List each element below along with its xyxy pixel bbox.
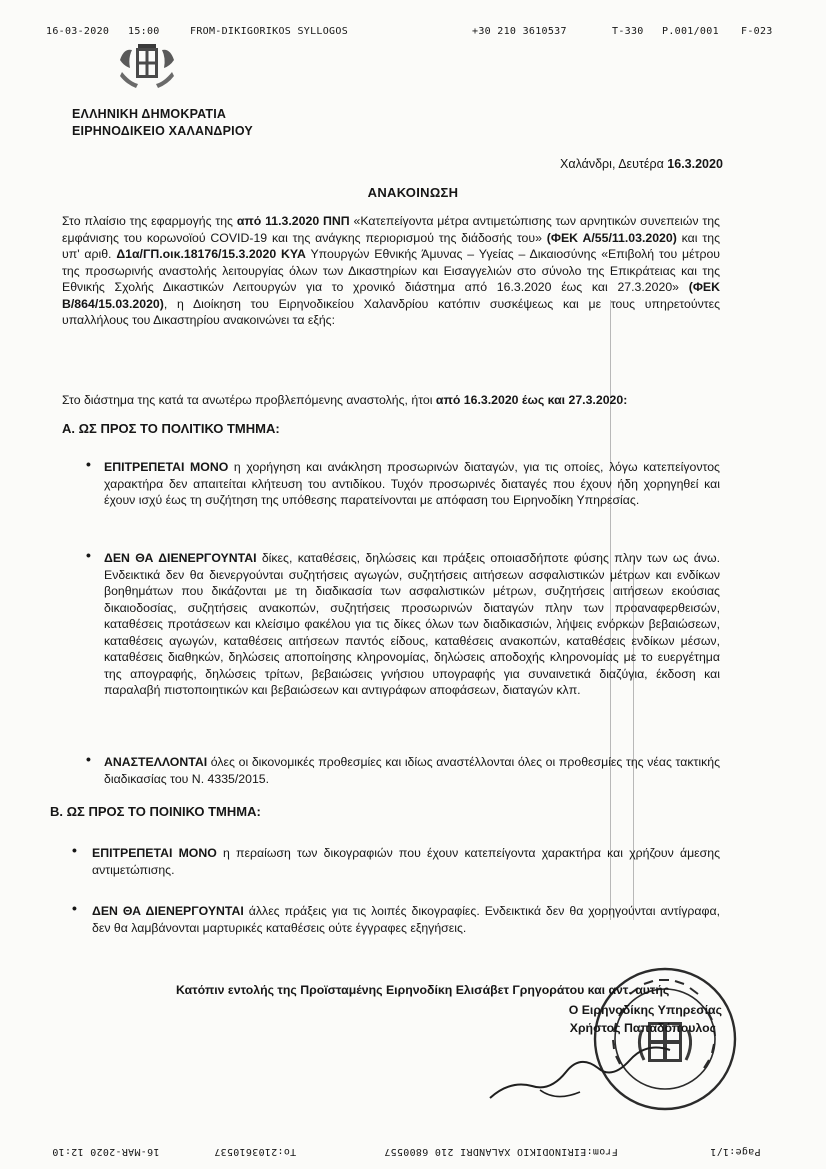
section-b-item-2 (92, 903, 720, 936)
section-a-item-1 (104, 459, 720, 509)
section-a-item-3-bold: ΑΝΑΣΤΕΛΛΟΝΤΑΙ (104, 755, 208, 769)
bullet-a3: • (86, 751, 91, 767)
bullet-b1: • (72, 842, 77, 858)
signature-line-3: Χρήστος Παπαδόπουλος (569, 1021, 716, 1035)
bullet-b2: • (72, 900, 77, 916)
org-court: ΕΙΡΗΝΟΔΙΚΕΙΟ ΧΑΛΑΝΔΡΙΟΥ (72, 124, 253, 138)
intro-bold-3: Δ1α/ΓΠ.οικ.18176/15.3.2020 ΚΥΑ (116, 247, 306, 261)
section-b-title: Β. ΩΣ ΠΡΟΣ ΤΟ ΠΟΙΝΙΚΟ ΤΜΗΜΑ: (50, 804, 261, 819)
period-bold: από 16.3.2020 έως και 27.3.2020: (435, 393, 628, 407)
section-a-item-2-text: δίκες, καταθέσεις, δηλώσεις και πράξεις οποιασδήποτε φύσης πλην των ως άνω. Ενδεικτικά δεν θα διενεργούνται συζητήσεις αγωγών, συζητήσεις αιτήσεων ασφαλιστικών μέτρων και ενδίκων βοηθημάτων που δικάζονται με τη διαδικασία των ασφαλιστικών μέτρων, συζητήσεις αιτήσεων εκούσιας δικαιοδοσίας, συζητήσεις ανακοπών, συζητήσεις προσωρινών διαταγών πλην των προαναφερθεισών, καταθέσεις προτάσεων και κλείσιμο φακέλου για τις δίκες όλων των διαδικασιών, λήψεις ενόρκων βεβαιώσεων, καταθέσεις αγωγών, καταθέσεις αιτήσεων παντός είδους, καταθέσεις ανακοπών, καταθέσεις ενδίκων μέσων, καταθέσεις διαθηκών, δηλώσεις αποποίησης κληρονομίας, δηλώσεις αποδοχής κληρονομίας με το ευεργέτημα της απογραφής, δηλώσεις τρίτων, βεβαιώσεις γνήσιου υπογραφής για συναινετικά διαζύγια, έκδοση και παραλαβή πιστοποιητικών και βεβαιώσεων και αντιγράφων αποφάσεων, διαταγών κλπ. (104, 551, 721, 697)
section-b-item-1-text: η περαίωση των δικογραφιών που έχουν κατεπείγοντα χαρακτήρα και χρήζουν άμεσης αντιμετώπισης. (92, 846, 720, 877)
intro-bold-4: (ΦΕΚ Β/864/15.03.2020) (62, 280, 720, 311)
fax-f-code: F-023 (741, 26, 773, 37)
fax-pages: P.001/001 (662, 26, 719, 37)
intro-paragraph (62, 213, 720, 329)
intro-text-1: Στο πλαίσιο της εφαρμογής της (62, 214, 237, 228)
coat-of-arms-emblem (116, 42, 178, 90)
fax-footer-to: To:2103610537 (214, 1146, 297, 1157)
fax-footer-datetime: 16-MAR-2020 12:10 (52, 1146, 160, 1157)
place-date-value: 16.3.2020 (667, 157, 723, 171)
section-b-item-2-bold: ΔΕΝ ΘΑ ΔΙΕΝΕΡΓΟΥΝΤΑΙ (92, 904, 244, 918)
place-date (560, 157, 723, 171)
intro-bold-2: (ΦΕΚ Α/55/11.03.2020) (546, 230, 677, 245)
section-b-item-1-bold: ΕΠΙΤΡΕΠΕΤΑΙ ΜΟΝΟ (92, 846, 217, 860)
fax-footer-page: Page:1/1 (710, 1146, 761, 1157)
fax-t-code: T-330 (612, 26, 644, 37)
section-a-item-1-text: η χορήγηση και ανάκληση προσωρινών διαταγών, για τις οποίες, λόγω κατεπείγοντος χαρακτήρα δεν απαιτείται κλήτευση του αντιδίκου. Τυχόν προσωρινές διαταγές που έχουν ήδη χορηγηθεί και έχουν ισχύ έως τη συζήτηση της υπόθεσης παρατείνονται με απόφαση του Ειρηνοδίκη Υπηρεσίας. (104, 460, 720, 507)
section-a-item-3-text: όλες οι δικονομικές προθεσμίες και ιδίως αναστέλλονται όλες οι προθεσμίες της νέας τακτικής διαδικασίας του Ν. 4335/2015. (104, 755, 720, 786)
section-a-title: Α. ΩΣ ΠΡΟΣ ΤΟ ΠΟΛΙΤΙΚΟ ΤΜΗΜΑ: (62, 421, 280, 436)
intro-text-2: «Κατεπείγοντα μέτρα αντιμετώπισης των αρνητικών συνεπειών της εμφάνισης του κορωνοϊού COVID-19 και της ανάγκης περιορισμού της διάδοσής του» (62, 214, 720, 245)
document-title: ΑΝΑΚΟΙΝΩΣΗ (367, 185, 459, 200)
section-b-item-1 (92, 845, 720, 878)
fax-phone: +30 210 3610537 (472, 26, 567, 37)
bullet-a1: • (86, 456, 91, 472)
fax-date: 16-03-2020 (46, 26, 110, 37)
period-line (62, 392, 722, 409)
intro-bold-1: από 11.3.2020 ΠΝΠ (236, 214, 350, 228)
section-a-item-1-bold: ΕΠΙΤΡΕΠΕΤΑΙ ΜΟΝΟ (104, 460, 229, 474)
signature-line-2: Ο Ειρηνοδίκης Υπηρεσίας (568, 1003, 722, 1017)
section-a-item-3 (104, 754, 720, 787)
signature-line-1: Κατόπιν εντολής της Προϊσταμένης Ειρηνοδίκη Ελισάβετ Γρηγοράτου και αντ. αυτής (176, 983, 670, 997)
bullet-a2: • (86, 547, 91, 563)
section-a-item-2 (104, 550, 720, 699)
section-b-item-2-text: άλλες πράξεις για τις λοιπές δικογραφίες. Ενδεικτικά δεν θα χορηγούνται αντίγραφα, δεν θα λαμβάνονται μαρτυρικές καταθέσεις ούτε έγγραφες εξηγήσεις. (92, 904, 720, 935)
fax-from: FROM-DIKIGORIKOS SYLLOGOS (190, 26, 349, 37)
section-a-item-2-bold: ΔΕΝ ΘΑ ΔΙΕΝΕΡΓΟΥΝΤΑΙ (104, 551, 257, 565)
intro-text-3: και της υπ' αριθ. (62, 230, 721, 261)
org-country: ΕΛΛΗΝΙΚΗ ΔΗΜΟΚΡΑΤΙΑ (72, 107, 227, 121)
intro-text-5: , η Διοίκηση του Ειρηνοδικείου Χαλανδρίου κατόπιν συσκέψεως και με τους υπηρετούντες υπαλλήλους του Δικαστηρίου ανακοινώνει τα εξής: (62, 296, 720, 327)
fax-footer-from: From:EIRINODIKIO XALANDRI 210 6800557 (384, 1146, 618, 1157)
period-text: Στο διάστημα της κατά τα ανωτέρω προβλεπόμενης αναστολής, ήτοι (62, 393, 436, 407)
place-date-prefix: Χαλάνδρι, Δευτέρα (560, 157, 668, 171)
fax-time: 15:00 (128, 26, 160, 37)
intro-text-4: Υπουργών Εθνικής Άμυνας – Υγείας – Δικαιοσύνης «Επιβολή του μέτρου της προσωρινής αναστολής λειτουργίας όλων των Δικαστηρίων και Εισαγγελιών στο σύνολο της Επικράτειας και της Εθνικής Σχολής Δικαστικών Λειτουργών για το χρονικό διάστημα από 16.3.2020 έως και 27.3.2020» (62, 247, 721, 294)
